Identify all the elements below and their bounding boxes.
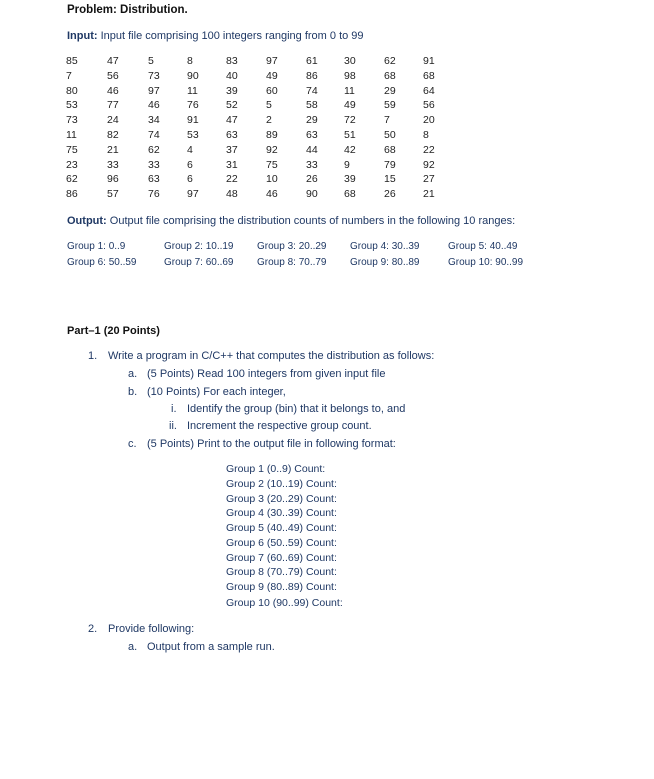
number-cell: 68: [344, 188, 356, 200]
number-cell: 85: [66, 55, 78, 67]
count-format-line: Group 7 (60..69) Count:: [226, 552, 337, 564]
number-cell: 68: [384, 144, 396, 156]
number-row: [66, 129, 466, 144]
list-marker: 2.: [88, 623, 98, 635]
number-cell: 61: [306, 55, 318, 67]
number-cell: 86: [66, 188, 78, 200]
number-cell: 46: [107, 85, 119, 97]
output-description: [67, 215, 515, 227]
number-cell: 2: [266, 114, 272, 126]
number-cell: 53: [66, 99, 78, 111]
number-cell: 39: [226, 85, 238, 97]
number-cell: 63: [148, 173, 160, 185]
number-cell: 44: [306, 144, 318, 156]
number-cell: 47: [226, 114, 238, 126]
number-cell: 57: [107, 188, 119, 200]
number-cell: 7: [384, 114, 390, 126]
number-cell: 75: [266, 159, 278, 171]
group-range-label: Group 9: 80..89: [350, 257, 420, 268]
number-cell: 50: [384, 129, 396, 141]
number-row: [66, 173, 466, 188]
list-marker: i.: [171, 403, 177, 415]
count-format-line: Group 10 (90..99) Count:: [226, 597, 343, 609]
number-cell: 83: [226, 55, 238, 67]
number-cell: 33: [306, 159, 318, 171]
list-marker: ii.: [169, 420, 177, 432]
number-cell: 47: [107, 55, 119, 67]
number-cell: 49: [266, 70, 278, 82]
number-cell: 63: [226, 129, 238, 141]
number-cell: 51: [344, 129, 356, 141]
number-cell: 9: [344, 159, 350, 171]
number-cell: 97: [266, 55, 278, 67]
number-cell: 91: [187, 114, 199, 126]
number-cell: 42: [344, 144, 356, 156]
group-range-label: Group 6: 50..59: [67, 257, 137, 268]
number-cell: 90: [187, 70, 199, 82]
number-cell: 34: [148, 114, 160, 126]
number-cell: 72: [344, 114, 356, 126]
count-format-line: Group 5 (40..49) Count:: [226, 522, 337, 534]
number-cell: 31: [226, 159, 238, 171]
number-cell: 63: [306, 129, 318, 141]
number-cell: 76: [148, 188, 160, 200]
count-format-line: Group 9 (80..89) Count:: [226, 581, 337, 593]
group-range-label: Group 3: 20..29: [257, 241, 327, 252]
number-row: [66, 70, 466, 85]
number-cell: 27: [423, 173, 435, 185]
number-cell: 80: [66, 85, 78, 97]
number-cell: 73: [148, 70, 160, 82]
list-text: Output from a sample run.: [147, 641, 275, 653]
number-cell: 11: [344, 85, 355, 97]
number-cell: 62: [148, 144, 160, 156]
list-marker: a.: [128, 641, 138, 653]
list-item-1c: [128, 438, 396, 450]
number-cell: 59: [384, 99, 396, 111]
number-cell: 53: [187, 129, 199, 141]
number-row: [66, 159, 466, 174]
number-cell: 21: [107, 144, 119, 156]
number-cell: 75: [66, 144, 78, 156]
number-cell: 37: [226, 144, 238, 156]
count-format-line: Group 1 (0..9) Count:: [226, 463, 326, 475]
input-description: [67, 30, 364, 42]
list-marker: b.: [128, 386, 138, 398]
number-row: [66, 99, 466, 114]
number-cell: 29: [306, 114, 318, 126]
number-cell: 46: [266, 188, 278, 200]
list-marker: a.: [128, 368, 138, 380]
number-cell: 74: [148, 129, 160, 141]
number-cell: 92: [266, 144, 278, 156]
list-item-1b: [128, 386, 286, 398]
output-text: Output file comprising the distribution counts of numbers in the following 10 ranges:: [109, 215, 516, 227]
number-cell: 73: [66, 114, 78, 126]
number-cell: 7: [66, 70, 72, 82]
number-cell: 33: [107, 159, 119, 171]
count-format-line: Group 6 (50..59) Count:: [226, 537, 337, 549]
number-cell: 97: [187, 188, 199, 200]
number-cell: 22: [226, 173, 238, 185]
input-text: Input file comprising 100 integers ranging from 0 to 99: [100, 30, 364, 42]
number-cell: 33: [148, 159, 160, 171]
number-cell: 6: [187, 173, 193, 185]
number-cell: 74: [306, 85, 318, 97]
input-label: Input:: [67, 30, 98, 42]
number-cell: 62: [66, 173, 78, 185]
number-cell: 24: [107, 114, 119, 126]
number-cell: 20: [423, 114, 435, 126]
number-cell: 15: [384, 173, 396, 185]
number-cell: 29: [384, 85, 396, 97]
number-cell: 77: [107, 99, 119, 111]
list-text: Write a program in C/C++ that computes the distribution as follows:: [108, 350, 435, 362]
number-cell: 49: [344, 99, 356, 111]
number-cell: 90: [306, 188, 318, 200]
number-cell: 22: [423, 144, 435, 156]
number-cell: 79: [384, 159, 396, 171]
number-cell: 82: [107, 129, 119, 141]
number-cell: 40: [226, 70, 238, 82]
number-cell: 11: [187, 85, 198, 97]
group-range-label: Group 2: 10..19: [164, 241, 234, 252]
number-cell: 46: [148, 99, 160, 111]
list-item-1bii: [169, 420, 372, 432]
number-cell: 23: [66, 159, 78, 171]
list-text: (5 Points) Print to the output file in following format:: [147, 438, 396, 450]
list-item-1bi: [171, 403, 405, 415]
problem-title: Problem: Distribution.: [67, 4, 188, 16]
list-text: Provide following:: [108, 623, 195, 635]
number-cell: 97: [148, 85, 160, 97]
number-cell: 30: [344, 55, 356, 67]
number-row: [66, 85, 466, 100]
number-cell: 58: [306, 99, 318, 111]
part1-title: Part–1 (20 Points): [67, 325, 160, 337]
list-item-1a: [128, 368, 385, 380]
list-text: Increment the respective group count.: [187, 420, 372, 432]
number-cell: 26: [306, 173, 318, 185]
number-cell: 76: [187, 99, 199, 111]
number-cell: 64: [423, 85, 435, 97]
number-cell: 8: [187, 55, 193, 67]
number-cell: 96: [107, 173, 119, 185]
number-cell: 68: [423, 70, 435, 82]
number-cell: 92: [423, 159, 435, 171]
number-cell: 39: [344, 173, 356, 185]
number-cell: 11: [66, 129, 77, 141]
count-format-line: Group 4 (30..39) Count:: [226, 507, 337, 519]
number-cell: 56: [423, 99, 435, 111]
list-marker: 1.: [88, 350, 98, 362]
number-cell: 89: [266, 129, 278, 141]
number-cell: 52: [226, 99, 238, 111]
output-label: Output:: [67, 215, 107, 227]
number-cell: 91: [423, 55, 435, 67]
count-format-line: Group 2 (10..19) Count:: [226, 478, 337, 490]
number-row: [66, 188, 466, 203]
number-cell: 48: [226, 188, 238, 200]
number-row: [66, 144, 466, 159]
number-row: [66, 114, 466, 129]
group-range-label: Group 5: 40..49: [448, 241, 518, 252]
number-cell: 62: [384, 55, 396, 67]
count-format-line: Group 8 (70..79) Count:: [226, 566, 337, 578]
list-text: (10 Points) For each integer,: [147, 386, 286, 398]
list-item-1: [88, 350, 434, 362]
group-range-label: Group 10: 90..99: [448, 257, 524, 268]
number-cell: 60: [266, 85, 278, 97]
count-format-line: Group 3 (20..29) Count:: [226, 493, 337, 505]
number-cell: 21: [423, 188, 435, 200]
group-range-label: Group 4: 30..39: [350, 241, 420, 252]
number-cell: 68: [384, 70, 396, 82]
list-item-2a: [128, 641, 275, 653]
group-range-label: Group 1: 0..9: [67, 241, 126, 252]
number-cell: 56: [107, 70, 119, 82]
list-text: Identify the group (bin) that it belongs to, and: [187, 403, 406, 415]
list-item-2: [88, 623, 194, 635]
number-cell: 4: [187, 144, 193, 156]
number-cell: 6: [187, 159, 193, 171]
number-cell: 5: [266, 99, 272, 111]
number-row: [66, 55, 466, 70]
number-cell: 86: [306, 70, 318, 82]
list-marker: c.: [128, 438, 137, 450]
number-cell: 5: [148, 55, 154, 67]
number-cell: 8: [423, 129, 429, 141]
list-text: (5 Points) Read 100 integers from given input file: [147, 368, 386, 380]
number-cell: 10: [266, 173, 278, 185]
number-cell: 26: [384, 188, 396, 200]
group-range-label: Group 8: 70..79: [257, 257, 327, 268]
group-range-label: Group 7: 60..69: [164, 257, 234, 268]
number-cell: 98: [344, 70, 356, 82]
